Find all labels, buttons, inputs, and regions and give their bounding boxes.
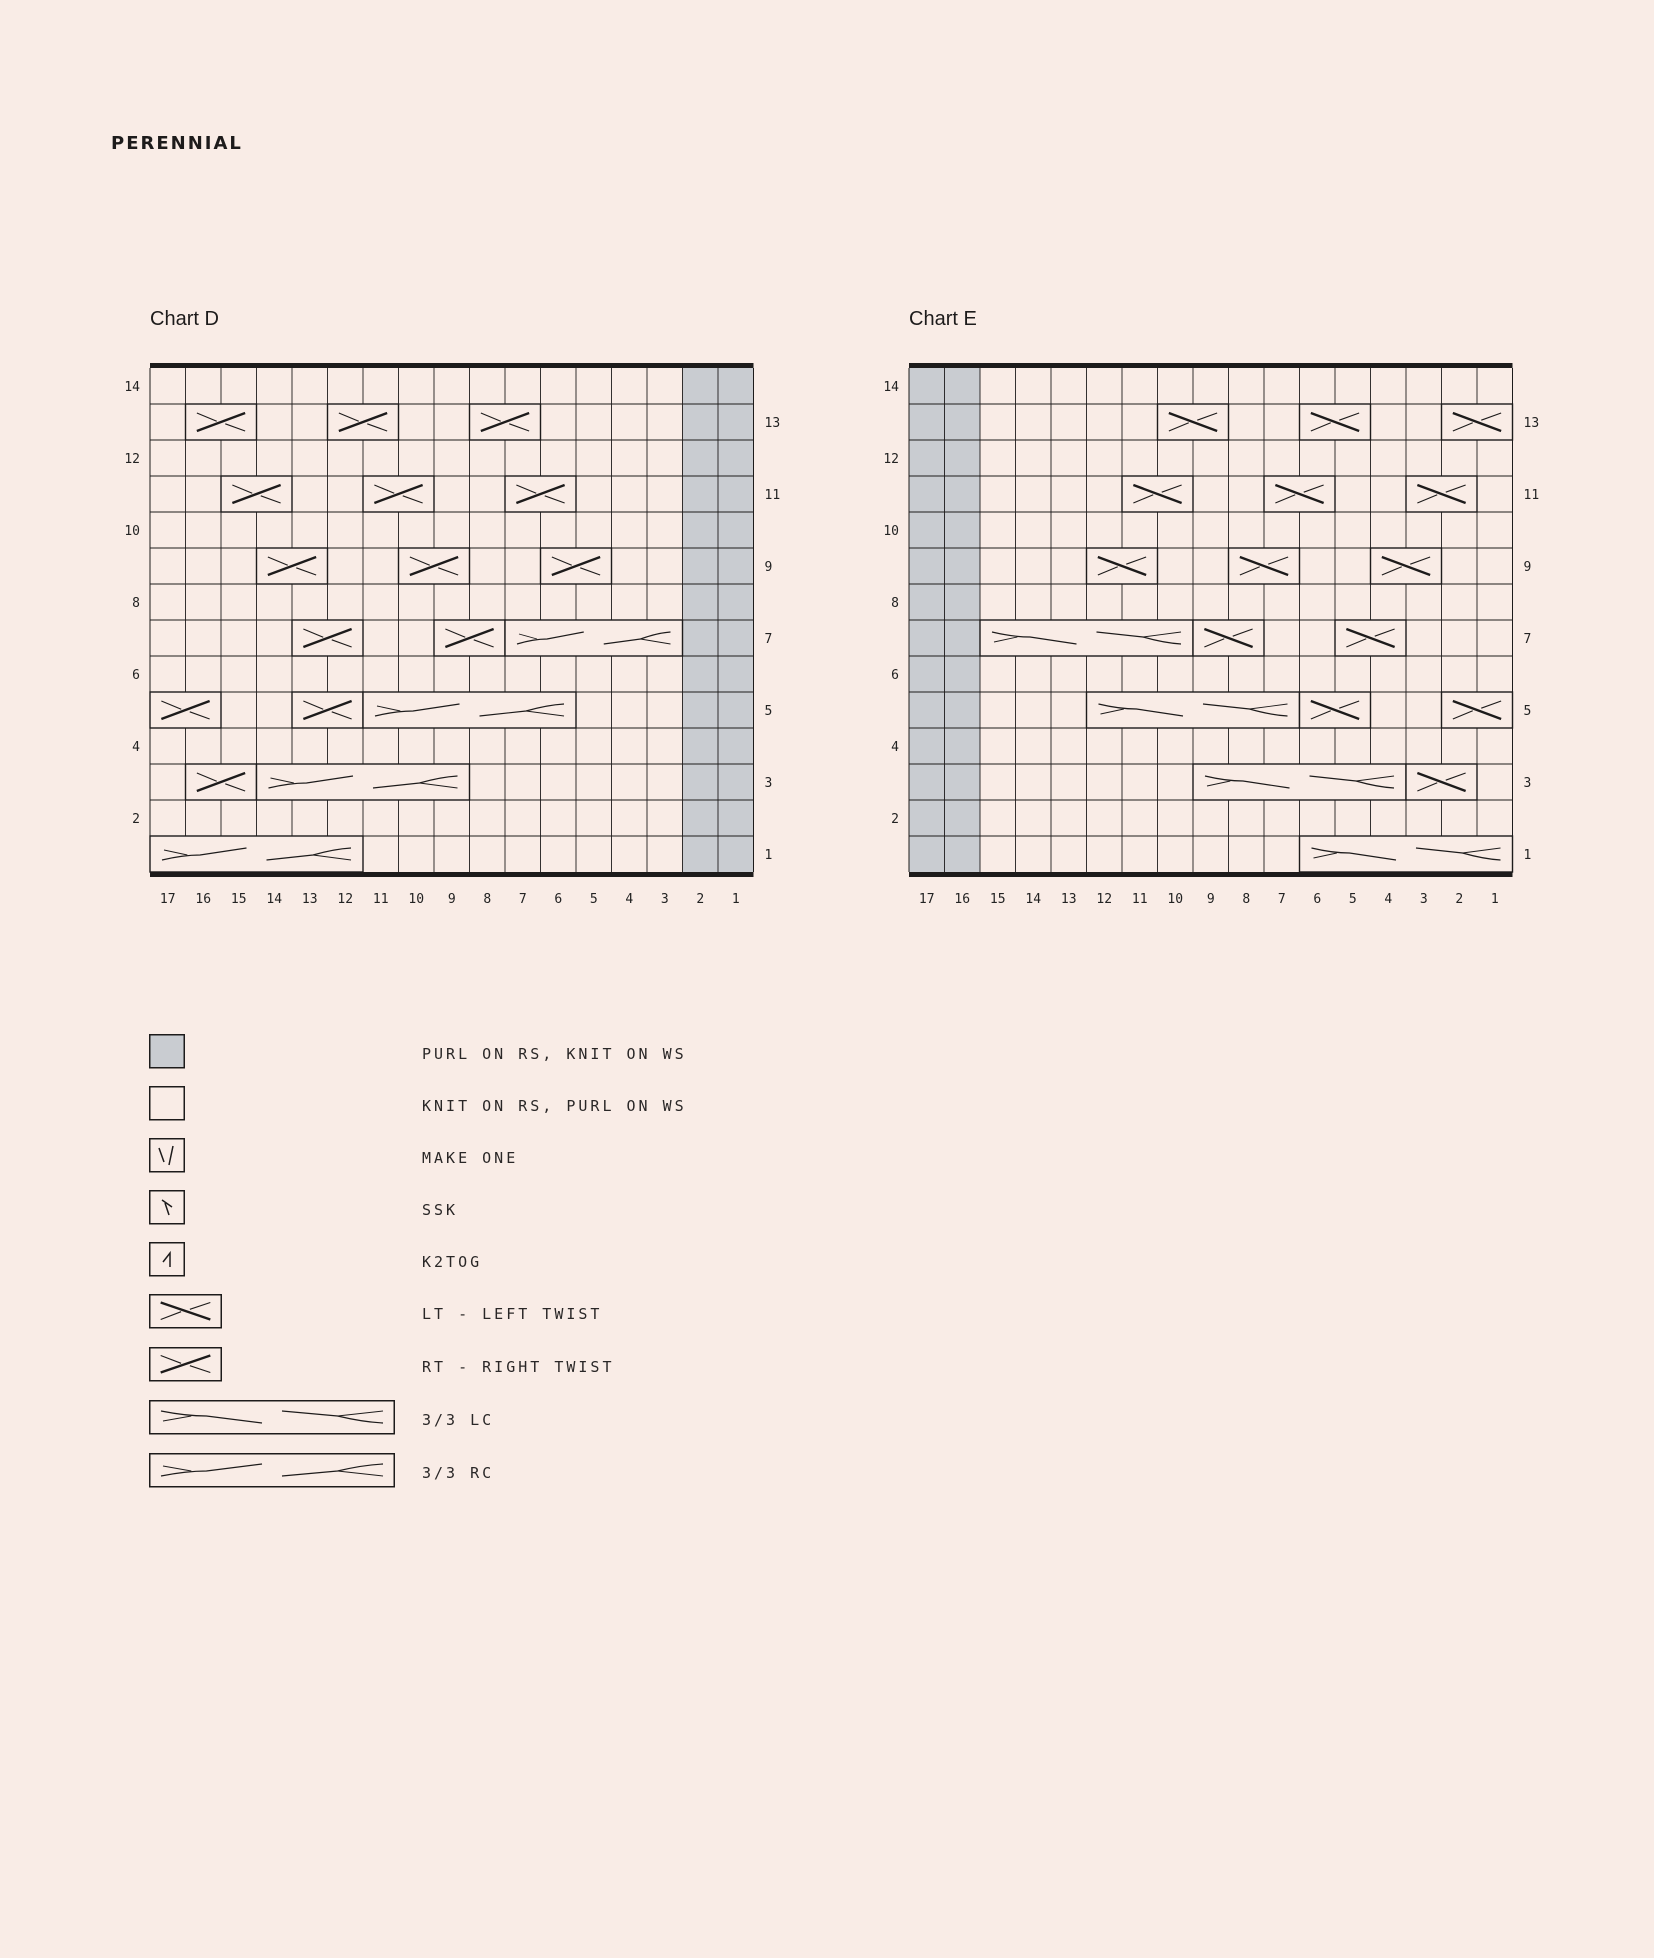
row-number: 11 [764, 488, 781, 503]
stitch-number: 17 [918, 892, 935, 907]
row-number: 2 [132, 812, 140, 827]
symbol-box [150, 1087, 185, 1120]
stitch-number: 11 [372, 892, 389, 907]
legend-item-right-twist [149, 1347, 849, 1387]
chart-d-body [124, 363, 780, 907]
stitch-number: 3 [660, 892, 669, 907]
left-twist-symbol-icon [149, 1294, 229, 1334]
cable-symbol-lc33 [1193, 764, 1406, 800]
cable-symbol-rc33 [257, 764, 470, 800]
k2tog-symbol-icon [149, 1242, 189, 1282]
cable-3-3-lc-symbol-icon [149, 1400, 409, 1440]
row-number: 1 [764, 848, 773, 863]
cable-symbol-lt [1087, 548, 1158, 584]
make-one-symbol-icon [149, 1138, 189, 1178]
legend-label: KNIT ON RS, PURL ON WS [422, 1097, 687, 1115]
cable-3-3-rc-symbol-icon [149, 1453, 409, 1493]
stitch-number: 16 [195, 892, 212, 907]
row-number: 14 [883, 380, 899, 395]
cable-symbol-rt [221, 476, 292, 512]
stitch-number: 6 [1313, 892, 1322, 907]
legend-label: PURL ON RS, KNIT ON WS [422, 1045, 687, 1063]
stitch-number: 8 [483, 892, 492, 907]
row-number: 10 [883, 524, 899, 539]
legend-label: MAKE ONE [422, 1149, 519, 1167]
cable-symbol-lt [1406, 764, 1477, 800]
grid-top-rule [909, 363, 1513, 368]
stitch-number: 10 [408, 892, 425, 907]
stitch-number: 1 [731, 892, 740, 907]
row-number: 7 [1523, 632, 1532, 647]
legend-label: 3/3 RC [422, 1464, 495, 1482]
stitch-number: 4 [1384, 892, 1393, 907]
stitch-number: 9 [447, 892, 456, 907]
row-number: 11 [1523, 488, 1540, 503]
row-number: 6 [891, 668, 899, 683]
chart-e-grid [869, 356, 1559, 916]
row-number: 8 [132, 596, 140, 611]
stitch-number: 7 [1277, 892, 1286, 907]
cable-symbol-lt [1335, 620, 1406, 656]
stitch-number: 15 [230, 892, 247, 907]
cable-symbol-lt [1442, 692, 1513, 728]
cable-symbol-lt [1442, 404, 1513, 440]
row-number: 4 [132, 740, 140, 755]
stitch-number: 2 [696, 892, 705, 907]
cable-symbol-lt [1264, 476, 1335, 512]
row-number: 4 [891, 740, 899, 755]
stitch-number: 9 [1206, 892, 1215, 907]
cable-symbol-rt [292, 692, 363, 728]
row-number: 6 [132, 668, 140, 683]
stitch-number: 14 [266, 892, 283, 907]
row-number: 9 [764, 560, 773, 575]
chart-legend [149, 1034, 849, 1504]
cable-symbol-lt [1300, 404, 1371, 440]
cable-symbol-rc33 [150, 836, 363, 872]
symbol-box [150, 1035, 185, 1068]
legend-label: K2TOG [422, 1253, 483, 1271]
chart-d-title: Chart D [150, 308, 219, 330]
cable-symbol-rt [328, 404, 399, 440]
legend-item-3-3-lc [149, 1400, 849, 1440]
cable-symbol-lt [1229, 548, 1300, 584]
grid-bottom-rule [150, 872, 754, 877]
grid-top-rule [150, 363, 754, 368]
cable-symbol-rt [541, 548, 612, 584]
legend-item-3-3-rc [149, 1453, 849, 1493]
cable-symbol-rc33 [505, 620, 683, 656]
stitch-number: 1 [1490, 892, 1499, 907]
cable-symbol-rt [399, 548, 470, 584]
stitch-number: 17 [159, 892, 176, 907]
cable-symbol-rt [186, 404, 257, 440]
symbol-box [150, 1243, 185, 1276]
legend-label: 3/3 LC [422, 1411, 495, 1429]
row-number: 1 [1523, 848, 1532, 863]
legend-item-k2tog [149, 1242, 849, 1282]
cable-symbol-lt [1300, 692, 1371, 728]
cable-symbol-rt [505, 476, 576, 512]
cable-symbol-rt [470, 404, 541, 440]
row-number: 8 [891, 596, 899, 611]
cable-symbol-lc33 [980, 620, 1193, 656]
legend-label: LT - LEFT TWIST [422, 1305, 603, 1323]
cable-symbol-lt [1371, 548, 1442, 584]
legend-item-knit [149, 1086, 849, 1126]
cable-symbol-rt [434, 620, 505, 656]
stitch-number: 16 [954, 892, 971, 907]
legend-item-ssk [149, 1190, 849, 1230]
stitch-number: 5 [589, 892, 598, 907]
row-number: 14 [124, 380, 140, 395]
stitch-number: 7 [518, 892, 527, 907]
cable-symbol-lt [1122, 476, 1193, 512]
row-number: 7 [764, 632, 773, 647]
row-number: 12 [124, 452, 140, 467]
row-number: 13 [1523, 416, 1540, 431]
cable-box [505, 620, 683, 656]
legend-item-make-one [149, 1138, 849, 1178]
stitch-number: 4 [625, 892, 634, 907]
stitch-number: 2 [1455, 892, 1464, 907]
cable-symbol-lc33 [1300, 836, 1513, 872]
row-number: 13 [764, 416, 781, 431]
cable-symbol-rt [363, 476, 434, 512]
legend-label: RT - RIGHT TWIST [422, 1358, 615, 1376]
row-number: 9 [1523, 560, 1532, 575]
stitch-number: 12 [337, 892, 354, 907]
row-number: 3 [764, 776, 773, 791]
cable-symbol-rt [150, 692, 221, 728]
chart-e-title: Chart E [909, 308, 977, 330]
cable-symbol-lt [1158, 404, 1229, 440]
stitch-number: 6 [554, 892, 563, 907]
purl-symbol-icon [149, 1034, 189, 1074]
cable-symbol-rc33 [363, 692, 576, 728]
grid-bottom-rule [909, 872, 1513, 877]
symbol-box [150, 1139, 185, 1172]
cable-symbol-lt [1193, 620, 1264, 656]
right-twist-symbol-icon [149, 1347, 229, 1387]
stitch-number: 15 [989, 892, 1006, 907]
stitch-number: 3 [1419, 892, 1428, 907]
stitch-number: 12 [1096, 892, 1113, 907]
stitch-number: 13 [301, 892, 318, 907]
row-number: 3 [1523, 776, 1532, 791]
stitch-number: 10 [1167, 892, 1184, 907]
row-number: 5 [1523, 704, 1532, 719]
cable-symbol-rt [186, 764, 257, 800]
knit-symbol-icon [149, 1086, 189, 1126]
cable-symbol-rt [292, 620, 363, 656]
cable-symbol-rt [257, 548, 328, 584]
brand-title: PERENNIAL [111, 133, 243, 154]
ssk-symbol-icon [149, 1190, 189, 1230]
stitch-number: 13 [1060, 892, 1077, 907]
legend-label: SSK [422, 1201, 459, 1219]
row-number: 12 [883, 452, 899, 467]
legend-item-left-twist [149, 1294, 849, 1334]
stitch-number: 11 [1131, 892, 1148, 907]
stitch-number: 5 [1348, 892, 1357, 907]
stitch-number: 8 [1242, 892, 1251, 907]
chart-e-body [883, 363, 1539, 907]
cable-symbol-lt [1406, 476, 1477, 512]
cable-symbol-lc33 [1087, 692, 1300, 728]
row-number: 2 [891, 812, 899, 827]
chart-d-grid [110, 356, 800, 916]
row-number: 10 [124, 524, 140, 539]
legend-item-purl [149, 1034, 849, 1074]
row-number: 5 [764, 704, 773, 719]
stitch-number: 14 [1025, 892, 1042, 907]
